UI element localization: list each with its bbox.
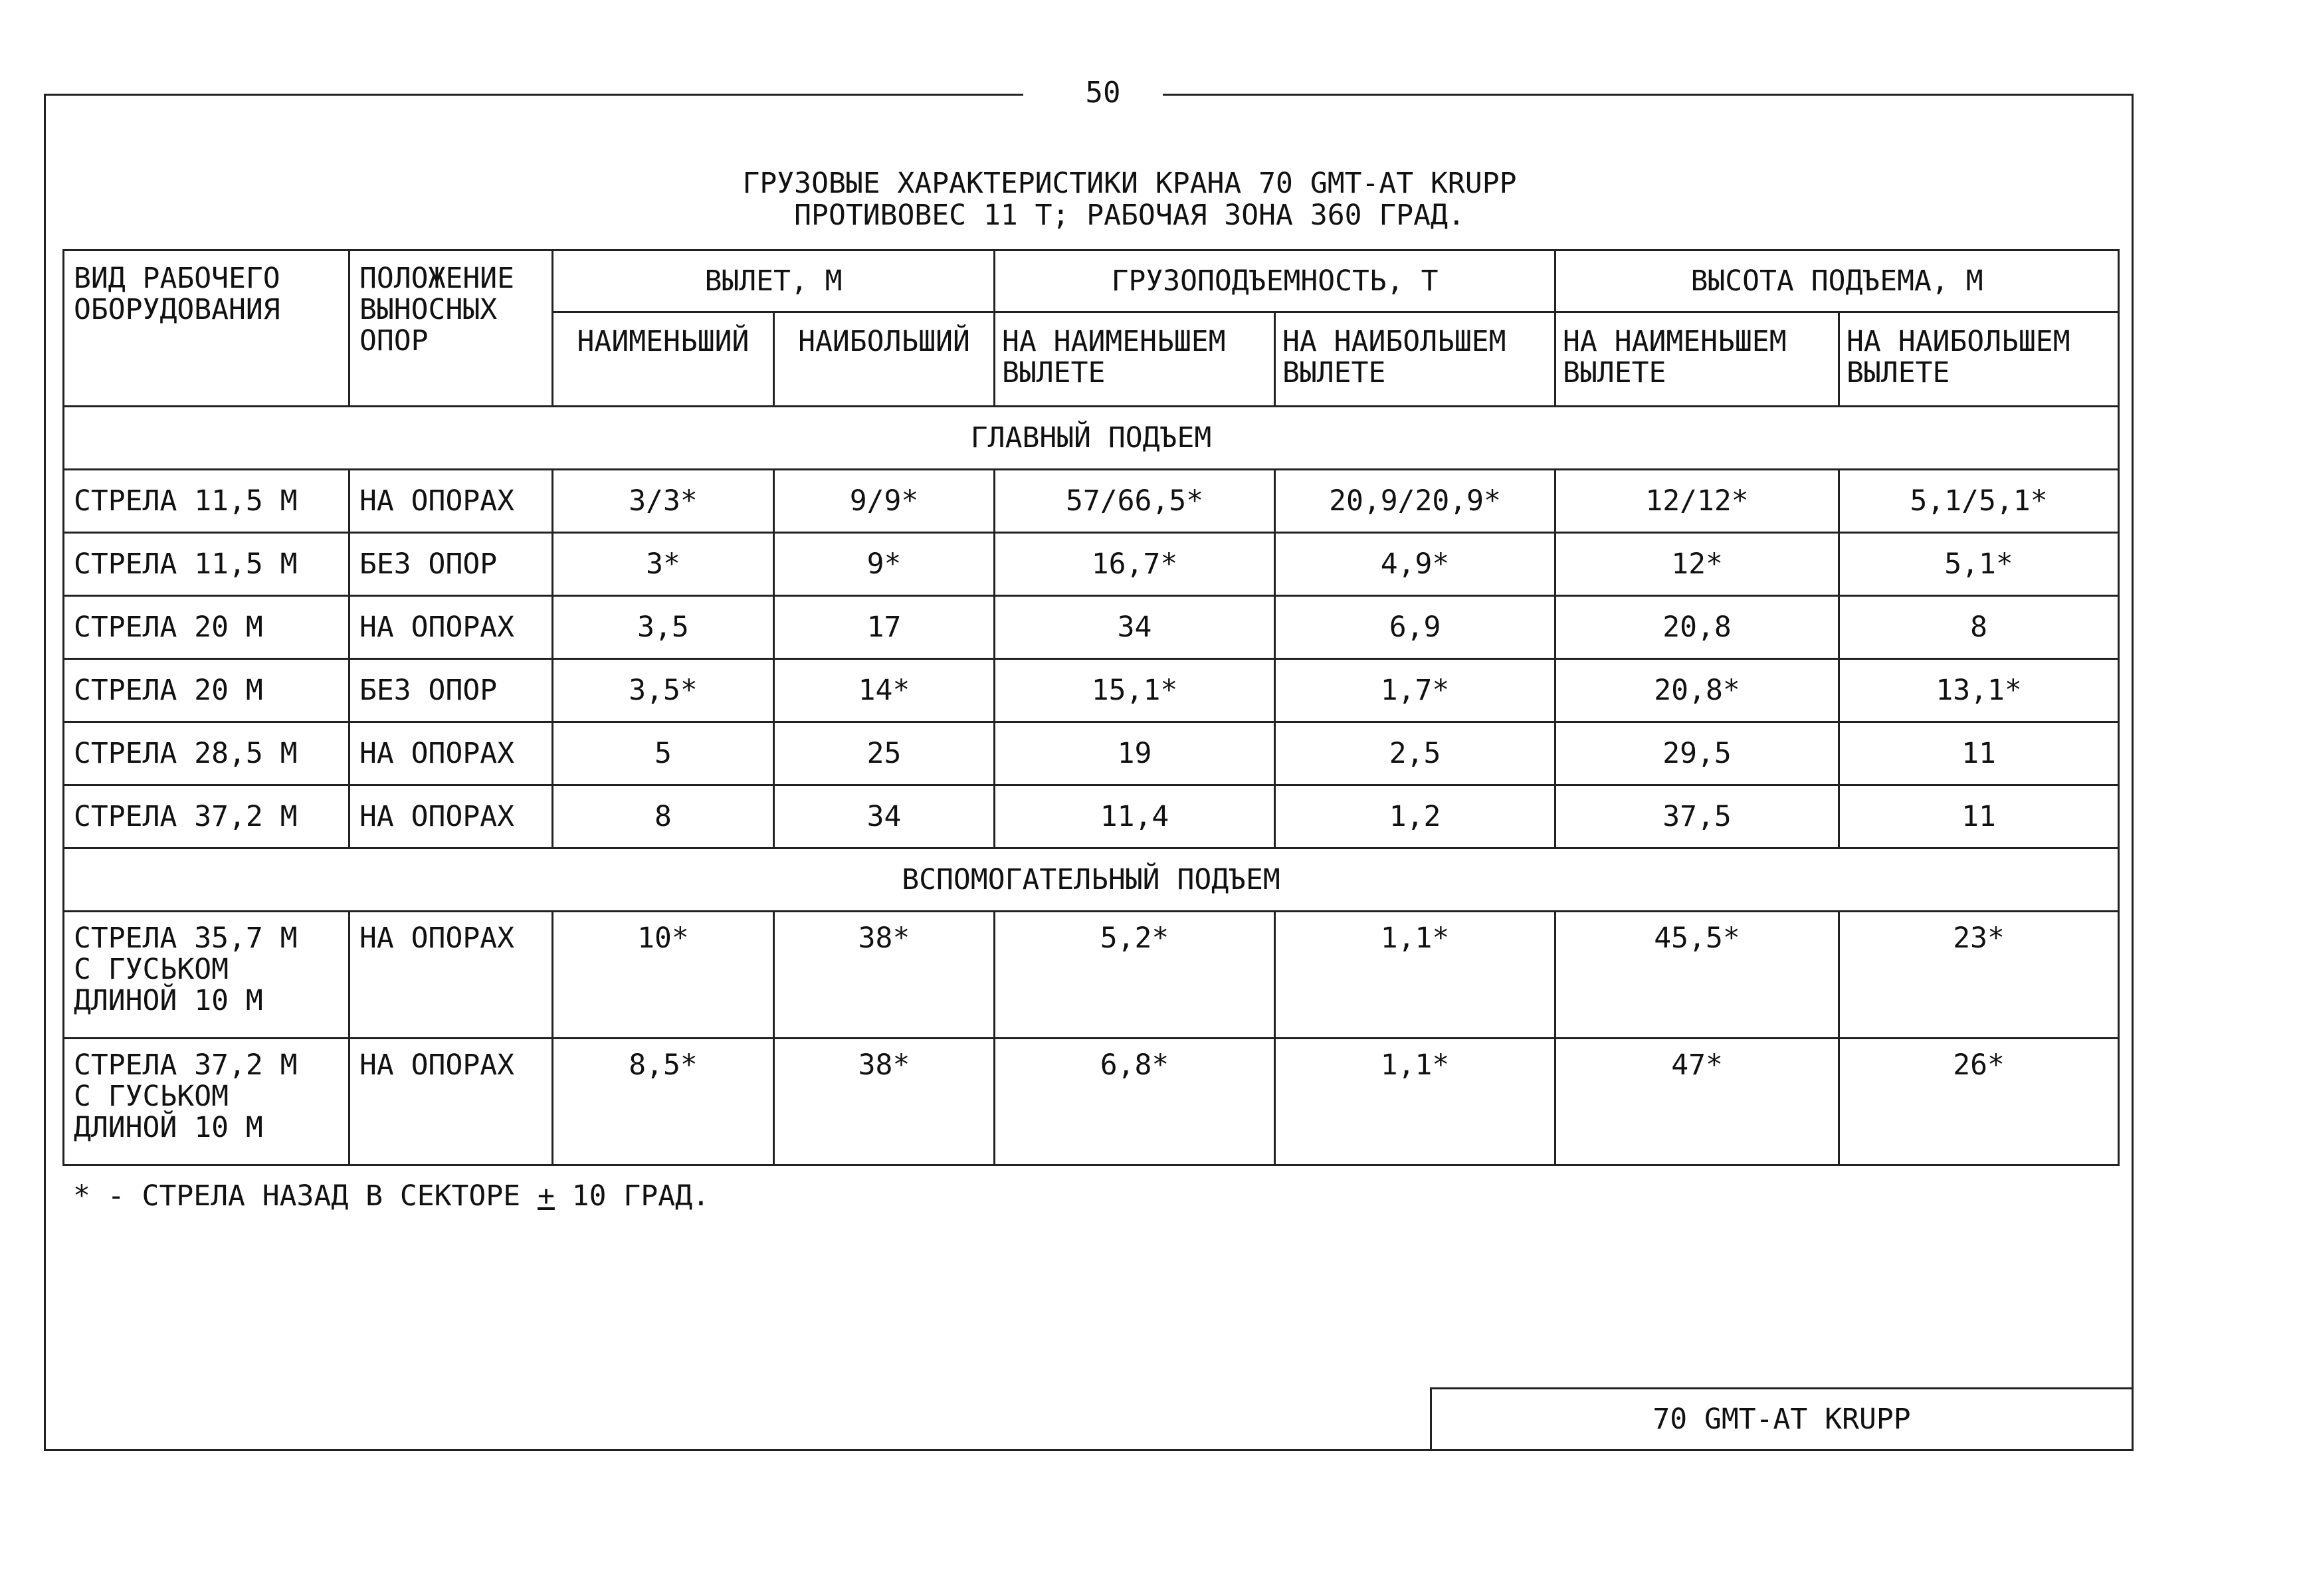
cell-height-max: 13,1*	[1839, 659, 2119, 722]
footnote	[73, 1179, 710, 1213]
cell-capacity-max: 1,7*	[1275, 659, 1555, 722]
header-height-at-min: НА НАИМЕНЬШЕМ ВЫЛЕТЕ	[1555, 312, 1839, 407]
cell-equipment: СТРЕЛА 20 М	[64, 659, 350, 722]
section-aux-hoist: ВСПОМОГАТЕЛЬНЫЙ ПОДЪЕМ	[64, 848, 2119, 912]
header-capacity: ГРУЗОПОДЪЕМНОСТЬ, Т	[995, 250, 1555, 312]
cell-outriggers: НА ОПОРАХ	[350, 470, 553, 533]
cell-reach-max: 38*	[774, 1039, 995, 1165]
cell-height-min: 45,5*	[1555, 912, 1839, 1039]
cell-outriggers: БЕЗ ОПОР	[350, 533, 553, 596]
cell-capacity-min: 6,8*	[995, 1039, 1275, 1165]
load-characteristics-table	[62, 249, 2120, 1166]
header-row-1	[64, 250, 2119, 312]
header-reach-min: НАИМЕНЬШИЙ	[553, 312, 774, 407]
cell-capacity-max: 2,5	[1275, 722, 1555, 785]
table-row	[64, 659, 2119, 722]
cell-reach-min: 10*	[553, 912, 774, 1039]
cell-reach-min: 8	[553, 785, 774, 848]
cell-outriggers: НА ОПОРАХ	[350, 722, 553, 785]
header-equipment: ВИД РАБОЧЕГО ОБОРУДОВАНИЯ	[64, 250, 350, 407]
cell-capacity-min: 16,7*	[995, 533, 1275, 596]
cell-outriggers: НА ОПОРАХ	[350, 596, 553, 659]
header-reach-max: НАИБОЛЬШИЙ	[774, 312, 995, 407]
cell-height-max: 11	[1839, 722, 2119, 785]
table-row	[64, 533, 2119, 596]
cell-height-min: 20,8*	[1555, 659, 1839, 722]
cell-capacity-max: 4,9*	[1275, 533, 1555, 596]
cell-capacity-max: 20,9/20,9*	[1275, 470, 1555, 533]
cell-equipment: СТРЕЛА 37,2 М	[64, 785, 350, 848]
header-capacity-at-max: НА НАИБОЛЬШЕМ ВЫЛЕТЕ	[1275, 312, 1555, 407]
cell-reach-max: 9*	[774, 533, 995, 596]
table-row	[64, 722, 2119, 785]
section-row-aux	[64, 848, 2119, 912]
cell-capacity-min: 34	[995, 596, 1275, 659]
cell-outriggers: НА ОПОРАХ	[350, 912, 553, 1039]
header-height: ВЫСОТА ПОДЪЕМА, М	[1555, 250, 2119, 312]
table-row	[64, 470, 2119, 533]
cell-reach-min: 8,5*	[553, 1039, 774, 1165]
cell-equipment: СТРЕЛА 37,2 М С ГУСЬКОМ ДЛИНОЙ 10 М	[64, 1039, 350, 1165]
cell-outriggers: НА ОПОРАХ	[350, 1039, 553, 1165]
title-line-2: ПРОТИВОВЕС 11 Т; РАБОЧАЯ ЗОНА 360 ГРАД.	[794, 199, 1465, 232]
cell-height-min: 37,5	[1555, 785, 1839, 848]
cell-reach-max: 34	[774, 785, 995, 848]
cell-reach-max: 14*	[774, 659, 995, 722]
cell-capacity-min: 19	[995, 722, 1275, 785]
cell-height-min: 12/12*	[1555, 470, 1839, 533]
cell-height-min: 20,8	[1555, 596, 1839, 659]
cell-outriggers: БЕЗ ОПОР	[350, 659, 553, 722]
cell-height-max: 5,1/5,1*	[1839, 470, 2119, 533]
cell-height-min: 47*	[1555, 1039, 1839, 1165]
cell-outriggers: НА ОПОРАХ	[350, 785, 553, 848]
footnote-prefix: * - СТРЕЛА НАЗАД В СЕКТОРЕ	[73, 1179, 538, 1213]
cell-reach-max: 17	[774, 596, 995, 659]
header-reach: ВЫЛЕТ, М	[553, 250, 995, 312]
cell-height-min: 12*	[1555, 533, 1839, 596]
footnote-suffix: 10 ГРАД.	[554, 1179, 710, 1213]
section-main-hoist: ГЛАВНЫЙ ПОДЪЕМ	[64, 407, 2119, 470]
cell-capacity-min: 11,4	[995, 785, 1275, 848]
cell-equipment: СТРЕЛА 35,7 М С ГУСЬКОМ ДЛИНОЙ 10 М	[64, 912, 350, 1039]
cell-height-max: 5,1*	[1839, 533, 2119, 596]
plus-minus-symbol: +	[537, 1179, 555, 1213]
cell-equipment: СТРЕЛА 11,5 М	[64, 533, 350, 596]
header-height-at-max: НА НАИБОЛЬШЕМ ВЫЛЕТЕ	[1839, 312, 2119, 407]
page-number: 50	[1050, 74, 1156, 112]
cell-reach-min: 3*	[553, 533, 774, 596]
cell-capacity-max: 1,1*	[1275, 912, 1555, 1039]
cell-capacity-min: 5,2*	[995, 912, 1275, 1039]
title-line-1: ГРУЗОВЫЕ ХАРАКТЕРИСТИКИ КРАНА 70 GMT-AT KRUPP	[742, 167, 1517, 200]
cell-height-min: 29,5	[1555, 722, 1839, 785]
cell-equipment: СТРЕЛА 20 М	[64, 596, 350, 659]
cell-height-max: 26*	[1839, 1039, 2119, 1165]
header-capacity-at-min: НА НАИМЕНЬШЕМ ВЫЛЕТЕ	[995, 312, 1275, 407]
cell-capacity-max: 6,9	[1275, 596, 1555, 659]
cell-reach-min: 3,5*	[553, 659, 774, 722]
title-block-stamp: 70 GMT-AT KRUPP	[1430, 1387, 2134, 1451]
table-row	[64, 912, 2119, 1039]
cell-reach-min: 3,5	[553, 596, 774, 659]
cell-equipment: СТРЕЛА 28,5 М	[64, 722, 350, 785]
cell-reach-max: 38*	[774, 912, 995, 1039]
cell-capacity-max: 1,2	[1275, 785, 1555, 848]
cell-reach-max: 25	[774, 722, 995, 785]
document-title	[0, 167, 2259, 231]
cell-equipment: СТРЕЛА 11,5 М	[64, 470, 350, 533]
cell-height-max: 23*	[1839, 912, 2119, 1039]
table-row	[64, 596, 2119, 659]
cell-capacity-min: 57/66,5*	[995, 470, 1275, 533]
cell-capacity-max: 1,1*	[1275, 1039, 1555, 1165]
cell-reach-max: 9/9*	[774, 470, 995, 533]
cell-reach-min: 5	[553, 722, 774, 785]
cell-reach-min: 3/3*	[553, 470, 774, 533]
section-row-main	[64, 407, 2119, 470]
table-row	[64, 785, 2119, 848]
table-row	[64, 1039, 2119, 1165]
cell-height-max: 8	[1839, 596, 2119, 659]
cell-height-max: 11	[1839, 785, 2119, 848]
header-outriggers: ПОЛОЖЕНИЕ ВЫНОСНЫХ ОПОР	[350, 250, 553, 407]
cell-capacity-min: 15,1*	[995, 659, 1275, 722]
